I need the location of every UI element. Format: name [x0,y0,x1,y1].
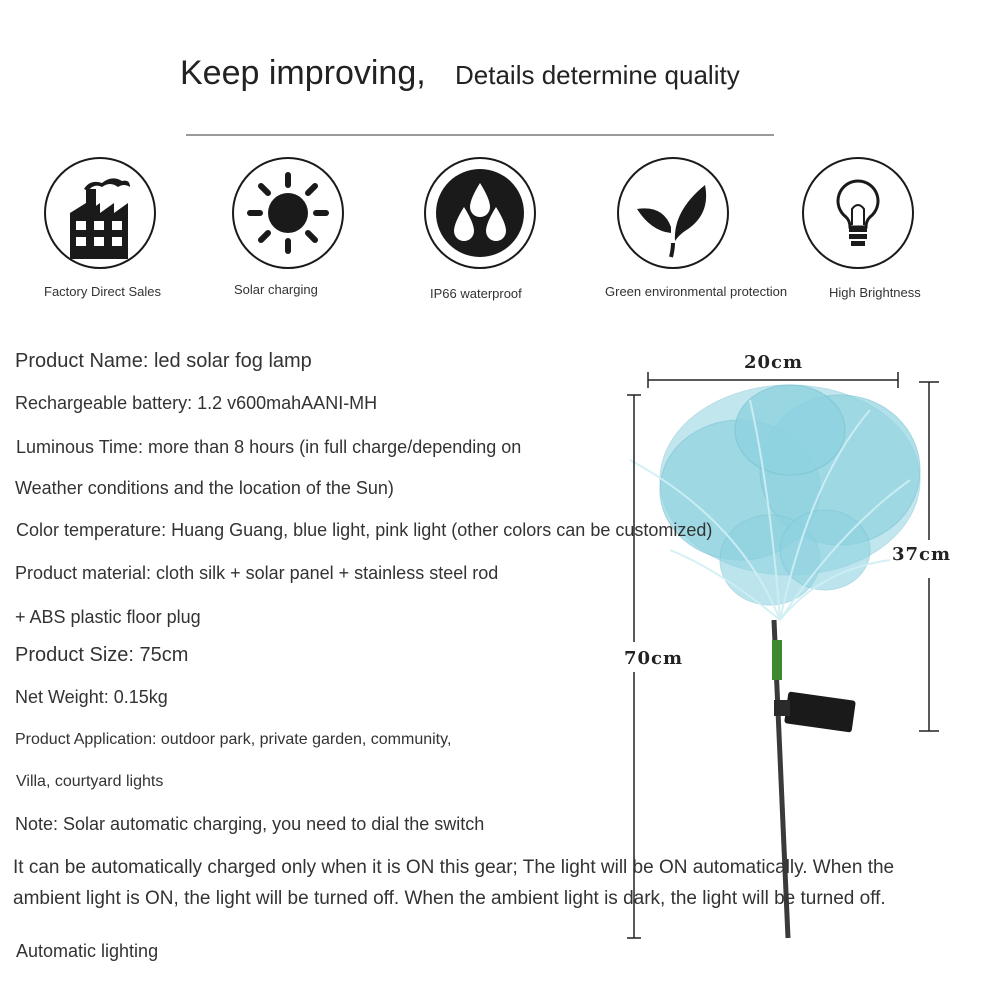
spec-application: Product Application: outdoor park, private garden, community, [15,731,452,748]
feature-label-brightness: High Brightness [829,285,921,300]
spec-battery: Rechargeable battery: 1.2 v600mahAANI-MH [15,393,378,413]
headline-main: Keep improving, [180,54,426,92]
feature-label-waterproof: IP66 waterproof [430,286,522,301]
spec-product-name: Product Name: led solar fog lamp [15,350,312,372]
spec-size: Product Size: 75cm [15,644,189,666]
spec-note: Note: Solar automatic charging, you need to dial the switch [15,814,485,834]
spec-luminous-time-cont: Weather conditions and the location of the Sun) [15,478,394,498]
dimension-total-height: 70cm [624,648,684,669]
spec-automatic-lighting: Automatic lighting [16,941,159,961]
spec-material-cont: + ABS plastic floor plug [15,607,201,627]
spec-weight: Net Weight: 0.15kg [15,687,168,707]
feature-label-factory: Factory Direct Sales [44,284,162,299]
feature-label-green: Green environmental protection [605,284,788,299]
headline-sub: Details determine quality [455,60,740,90]
spec-description: It can be automatically charged only when it is ON this gear; The light will be ON automatically. When the [13,857,895,878]
spec-description-cont: ambient light is ON, the light will be turned off. When the ambient light is dark, the light will be turned off. [13,888,886,909]
spec-application-cont: Villa, courtyard lights [16,773,164,790]
spec-material: Product material: cloth silk + solar panel + stainless steel rod [15,563,499,583]
feature-label-solar: Solar charging [234,282,318,297]
dimension-head-height: 37cm [892,544,952,565]
spec-color-temperature: Color temperature: Huang Guang, blue light, pink light (other colors can be customized) [16,520,713,540]
dimension-width: 20cm [744,352,804,373]
spec-luminous-time: Luminous Time: more than 8 hours (in full charge/depending on [16,437,522,457]
